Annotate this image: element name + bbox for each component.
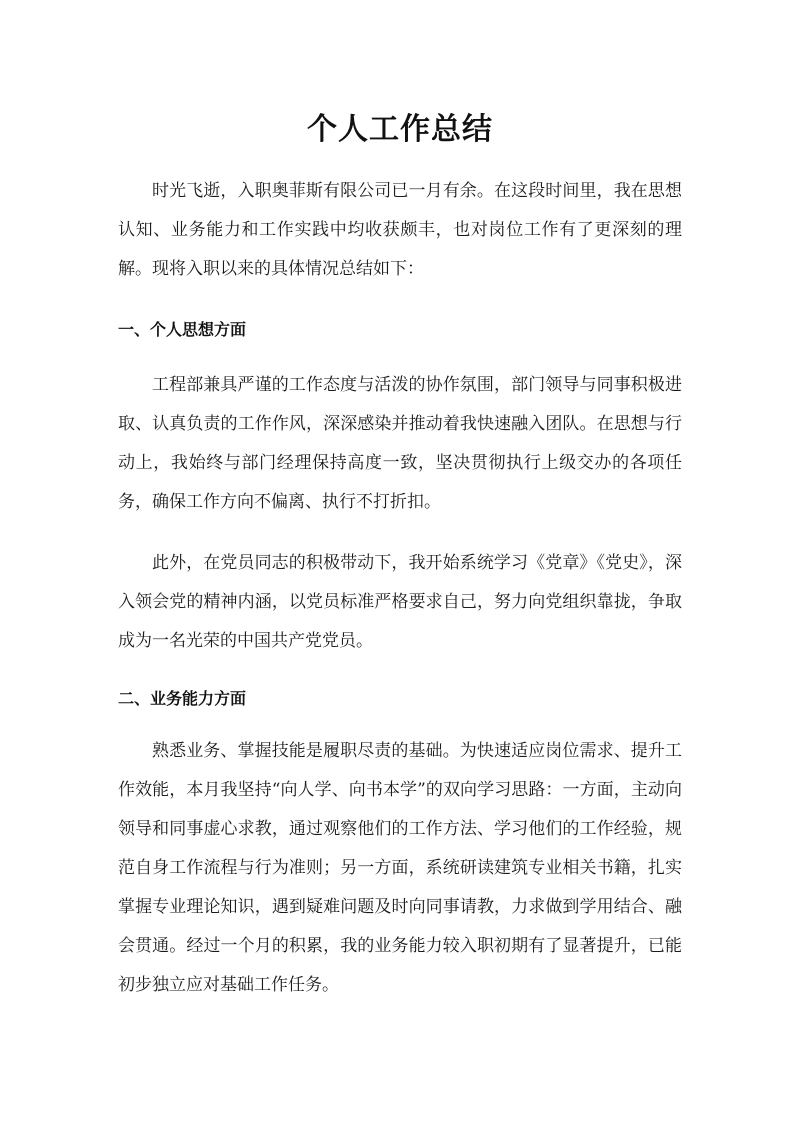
section-business-paragraph-1: 熟悉业务、掌握技能是履职尽责的基础。为快速适应岗位需求、提升工作效能，本月我坚持“向人学、向书本学”的双向学习思路：一方面，主动向领导和同事虚心求教，通过观察他们的工作方法、学习他们的工作经验，规范自身工作流程与行为准则；另一方面，系统研读建筑专业相关书籍，扎实掌握专业理论知识，遇到疑难问题及时向同事请教，力求做到学用结合、融会贯通。经过一个月的积累，我的业务能力较入职初期有了显著提升，已能初步独立应对基础工作任务。	[118, 741, 682, 995]
document-title: 个人工作总结	[307, 112, 493, 147]
section-thought-paragraph-1: 工程部兼具严谨的工作态度与活泼的协作氛围，部门领导与同事积极进取、认真负责的工作作风，深深感染并推动着我快速融入团队。在思想与行动上，我始终与部门经理保持高度一致，坚决贯彻执行上级交办的各项任务，确保工作方向不偏离、执行不打折扣。	[118, 375, 682, 512]
intro-paragraph: 时光飞逝，入职奥菲斯有限公司已一月有余。在这段时间里，我在思想认知、业务能力和工作实践中均收获颇丰，也对岗位工作有了更深刻的理解。现将入职以来的具体情况总结如下：	[118, 181, 682, 279]
section-heading-thought: 一、个人思想方面	[118, 320, 247, 339]
section-thought-paragraph-2: 此外，在党员同志的积极带动下，我开始系统学习《党章》《党史》，深入领会党的精神内涵，以党员标准严格要求自己，努力向党组织靠拢，争取成为一名光荣的中国共产党党员。	[118, 553, 682, 651]
section-heading-business: 二、业务能力方面	[118, 689, 247, 708]
